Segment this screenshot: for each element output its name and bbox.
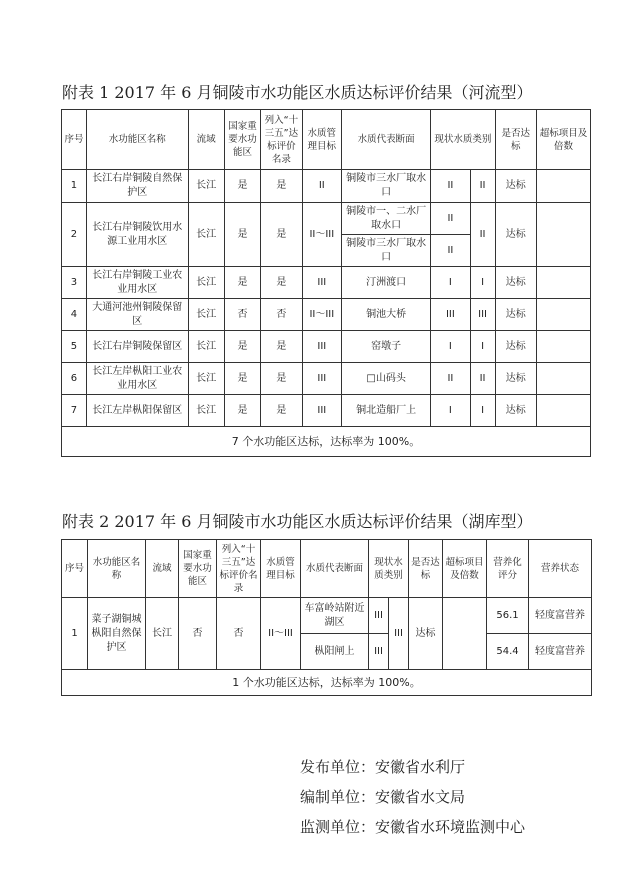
header-no: 序号	[62, 110, 87, 170]
cell-national: 是	[224, 203, 260, 267]
cell-listed: 否	[217, 598, 261, 670]
cell-basin: 长江	[188, 203, 224, 267]
summary-row	[62, 427, 591, 457]
header-target: 水质管理目标	[261, 540, 301, 598]
table-row	[62, 598, 592, 634]
cell-section: 窑墩子	[342, 331, 431, 363]
cell-listed: 是	[261, 363, 302, 395]
cell-class-a: I	[431, 395, 470, 427]
cell-ok: 达标	[495, 363, 536, 395]
cell-class-a: III	[431, 299, 470, 331]
table-row	[62, 395, 591, 427]
table2-title: 附表 2 2017 年 6 月铜陵市水功能区水质达标评价结果（湖库型）	[62, 512, 533, 531]
monitor-line: 监测单位：安徽省水环境监测中心	[300, 818, 526, 836]
header-national: 国家重要水功能区	[224, 110, 260, 170]
cell-excess	[537, 170, 591, 203]
cell-section: □山码头	[342, 363, 431, 395]
table-row	[62, 267, 591, 299]
cell-section: 汀洲渡口	[342, 267, 431, 299]
cell-no: 3	[62, 267, 87, 299]
cell-class-b: III	[470, 299, 495, 331]
table2-header-row	[62, 540, 592, 598]
publisher-line: 发布单位：安徽省水利厅	[300, 758, 466, 776]
cell-basin: 长江	[188, 395, 224, 427]
cell-section: 车富岭站附近湖区	[301, 598, 369, 634]
table-row	[62, 170, 591, 203]
cell-name: 菜子湖铜城枞阳自然保护区	[88, 598, 146, 670]
table1-river	[61, 109, 591, 457]
header-excess: 超标项目及倍数	[443, 540, 487, 598]
cell-target: III	[302, 395, 341, 427]
cell-class-a: II	[431, 235, 470, 267]
cell-name: 大通河池州铜陵保留区	[86, 299, 188, 331]
header-no: 序号	[62, 540, 88, 598]
cell-ok: 达标	[495, 170, 536, 203]
header-class: 现状水质类别	[431, 110, 495, 170]
cell-listed: 否	[261, 299, 302, 331]
header-section: 水质代表断面	[301, 540, 369, 598]
cell-class-b: II	[470, 363, 495, 395]
cell-class-b: III	[389, 598, 409, 670]
table-row	[62, 331, 591, 363]
header-name: 水功能区名称	[86, 110, 188, 170]
header-class: 现状水质类别	[369, 540, 409, 598]
cell-basin: 长江	[188, 170, 224, 203]
cell-ok: 达标	[495, 395, 536, 427]
table2-lake	[61, 539, 592, 696]
cell-no: 6	[62, 363, 87, 395]
cell-no: 5	[62, 331, 87, 363]
cell-national: 是	[224, 267, 260, 299]
cell-listed: 是	[261, 203, 302, 267]
cell-basin: 长江	[188, 267, 224, 299]
cell-ok: 达标	[495, 267, 536, 299]
cell-name: 长江左岸枞阳保留区	[86, 395, 188, 427]
header-name: 水功能区名称	[88, 540, 146, 598]
cell-score: 56.1	[487, 598, 529, 634]
cell-excess	[537, 203, 591, 267]
cell-state: 轻度富营养	[529, 634, 592, 670]
cell-section: 铜陵市一、二水厂取水口	[342, 203, 431, 235]
cell-target: III	[302, 267, 341, 299]
cell-class-a: II	[431, 170, 470, 203]
cell-target: III	[302, 331, 341, 363]
cell-class-a: II	[431, 203, 470, 235]
cell-section: 铜池大桥	[342, 299, 431, 331]
cell-no: 7	[62, 395, 87, 427]
cell-class-a: III	[369, 598, 389, 634]
table-row	[62, 363, 591, 395]
cell-class-a: III	[369, 634, 389, 670]
cell-no: 4	[62, 299, 87, 331]
cell-class-b: II	[470, 203, 495, 267]
header-target: 水质管理目标	[302, 110, 341, 170]
cell-national: 是	[224, 395, 260, 427]
cell-national: 是	[224, 331, 260, 363]
table-row	[62, 203, 591, 235]
cell-listed: 是	[261, 395, 302, 427]
cell-class-b: II	[470, 170, 495, 203]
cell-target: II～III	[261, 598, 301, 670]
cell-class-b: I	[470, 331, 495, 363]
cell-target: III	[302, 363, 341, 395]
header-basin: 流域	[188, 110, 224, 170]
compiler-line: 编制单位：安徽省水文局	[300, 788, 466, 806]
cell-name: 长江右岸铜陵保留区	[86, 331, 188, 363]
cell-national: 是	[224, 363, 260, 395]
cell-no: 2	[62, 203, 87, 267]
cell-name: 长江右岸铜陵自然保护区	[86, 170, 188, 203]
cell-section: 铜北造船厂上	[342, 395, 431, 427]
cell-basin: 长江	[146, 598, 179, 670]
cell-section: 铜陵市三水厂取水口	[342, 170, 431, 203]
cell-target: II	[302, 170, 341, 203]
table2-summary: 1 个水功能区达标，达标率为 100%。	[62, 670, 592, 696]
cell-excess	[443, 598, 487, 670]
cell-target: II～III	[302, 203, 341, 267]
cell-target: II～III	[302, 299, 341, 331]
cell-excess	[537, 331, 591, 363]
header-listed: 列入“十三五”达标评价名录	[217, 540, 261, 598]
cell-excess	[537, 299, 591, 331]
cell-class-b: I	[470, 267, 495, 299]
cell-state: 轻度富营养	[529, 598, 592, 634]
cell-basin: 长江	[188, 331, 224, 363]
cell-basin: 长江	[188, 299, 224, 331]
cell-class-a: I	[431, 267, 470, 299]
header-ok: 是否达标	[495, 110, 536, 170]
cell-ok: 达标	[495, 299, 536, 331]
header-ok: 是否达标	[409, 540, 443, 598]
cell-ok: 达标	[495, 203, 536, 267]
cell-no: 1	[62, 170, 87, 203]
header-basin: 流域	[146, 540, 179, 598]
header-section: 水质代表断面	[342, 110, 431, 170]
cell-ok: 达标	[409, 598, 443, 670]
cell-score: 54.4	[487, 634, 529, 670]
table1-header-row	[62, 110, 591, 170]
cell-excess	[537, 395, 591, 427]
cell-excess	[537, 363, 591, 395]
cell-national: 否	[179, 598, 217, 670]
cell-listed: 是	[261, 331, 302, 363]
header-national: 国家重要水功能区	[179, 540, 217, 598]
cell-class-b: I	[470, 395, 495, 427]
cell-basin: 长江	[188, 363, 224, 395]
cell-no: 1	[62, 598, 88, 670]
cell-national: 否	[224, 299, 260, 331]
table1-title: 附表 1 2017 年 6 月铜陵市水功能区水质达标评价结果（河流型）	[62, 83, 533, 102]
table-row	[62, 299, 591, 331]
cell-name: 长江右岸铜陵工业农业用水区	[86, 267, 188, 299]
header-excess: 超标项目及倍数	[537, 110, 591, 170]
cell-excess	[537, 267, 591, 299]
cell-national: 是	[224, 170, 260, 203]
table1-summary: 7 个水功能区达标，达标率为 100%。	[62, 427, 591, 457]
cell-name: 长江左岸枞阳工业农业用水区	[86, 363, 188, 395]
cell-name: 长江右岸铜陵饮用水源工业用水区	[86, 203, 188, 267]
cell-ok: 达标	[495, 331, 536, 363]
summary-row	[62, 670, 592, 696]
cell-class-a: II	[431, 363, 470, 395]
header-state: 营养状态	[529, 540, 592, 598]
cell-section: 枞阳闸上	[301, 634, 369, 670]
cell-listed: 是	[261, 170, 302, 203]
cell-section: 铜陵市三水厂取水口	[342, 235, 431, 267]
cell-listed: 是	[261, 267, 302, 299]
header-listed: 列入“十三五”达标评价名录	[261, 110, 302, 170]
header-score: 营养化评分	[487, 540, 529, 598]
cell-class-a: I	[431, 331, 470, 363]
